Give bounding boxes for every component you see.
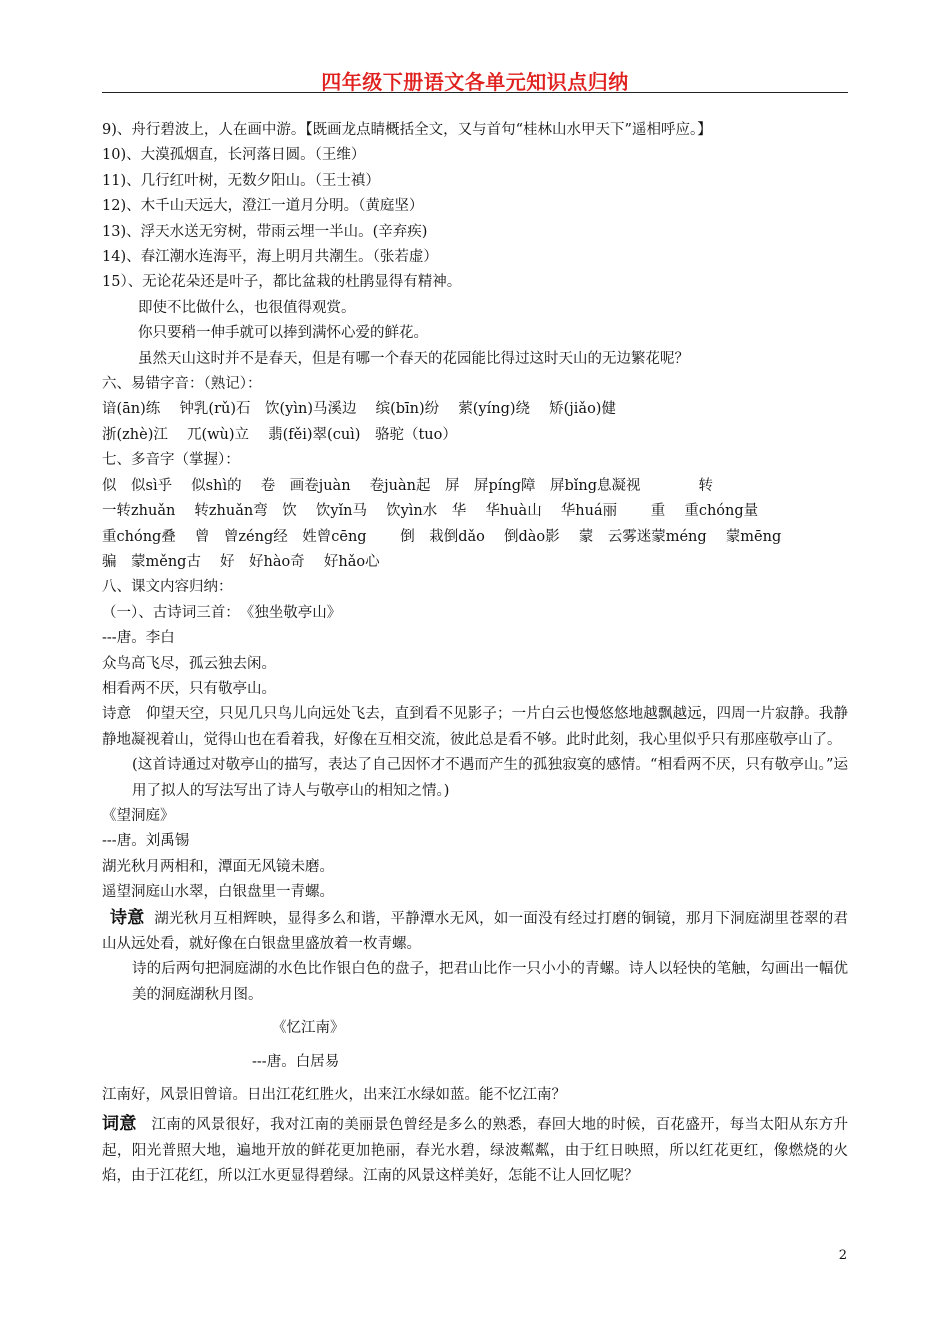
sentence-line: 你只要稍一伸手就可以捧到满怀心爱的鲜花。 xyxy=(138,325,428,342)
pronunciation-line: 谙(ān)练 钟乳(rǔ)石 饮(yìn)马溪边 缤(bīn)纷 萦(yíng)绕 矫(jiǎo)健 xyxy=(102,401,616,418)
poem-author: ---唐。白居易 xyxy=(252,1053,340,1070)
poem-verse: 湖光秋月两相和，潭面无风镜未磨。 xyxy=(102,858,334,875)
poem-line-14: 14)、春江潮水连海平，海上明月共潮生。（张若虚） xyxy=(102,249,438,266)
poem-title-jingting: （一）、古诗词三首： 《独坐敬亭山》 xyxy=(102,604,342,621)
section-heading-polyphone: 七、多音字（掌握）： xyxy=(102,452,240,469)
poem-line-12: 12)、木千山天远大，澄江一道月分明。（黄庭坚） xyxy=(102,198,424,215)
poem-meaning-paragraph: 诗意 仰望天空，只见几只鸟儿向远处飞去，直到看不见影子；一片白云也慢悠悠地越飘越远，四周一片寂静。我静静地凝视着山，觉得山也在看着我，好像在互相交流，彼此总是看不够。此时此刻，我心里似乎只有那座敬亭山了。 xyxy=(102,706,848,748)
page-number: 2 xyxy=(838,1248,847,1263)
page-title: 四年级下册语文各单元知识点归纳 xyxy=(321,70,629,94)
poem-verse: 江南好，风景旧曾谙。日出江花红胜火，出来江水绿如蓝。能不忆江南？ xyxy=(102,1087,566,1104)
poem-title-dongting: 《望洞庭》 xyxy=(102,807,175,824)
poem-title-jiangnan: 《忆江南》 xyxy=(272,1020,345,1037)
sentence-line: 虽然天山这时并不是春天，但是有哪一个春天的花园能比得过这时天山的无边繁花呢？ xyxy=(138,350,689,367)
poem-verse: 相看两不厌，只有敬亭山。 xyxy=(102,680,276,697)
polyphone-line: 似 似sì乎 似shì的 卷 画卷juàn 卷juàn起 屏 屏píng障 屏bǐng息凝视 转 xyxy=(102,477,714,494)
poem-analysis-paragraph: (这首诗通过对敬亭山的描写，表达了自己因怀才不遇而产生的孤独寂寞的感情。“相看两不厌，只有敬亭山。”运用了拟人的写法写出了诗人与敬亭山的相知之情。) xyxy=(132,757,848,799)
meaning-label: 诗意 xyxy=(110,907,145,928)
poem-analysis-paragraph: 诗的后两句把洞庭湖的水色比作银白色的盘子，把君山比作一只小小的青螺。诗人以轻快的笔触，勾画出一幅优美的洞庭湖秋月图。 xyxy=(132,961,848,1003)
pronunciation-line: 浙(zhè)江 兀(wù)立 翡(fěi)翠(cuì) 骆驼（tuo） xyxy=(102,426,457,443)
meaning-text: 湖光秋月互相辉映，显得多么和谐，平静潭水无风，如一面没有经过打磨的铜镜，那月下洞庭湖里苍翠的君山从远处看，就好像在白银盘里盛放着一枚青螺。 xyxy=(102,910,848,952)
poem-verse: 众鸟高飞尽，孤云独去闲。 xyxy=(102,655,276,672)
sentence-line-15: 15）、无论花朵还是叶子，都比盆栽的杜鹃显得有精神。 xyxy=(102,274,462,291)
polyphone-line: 一转zhuǎn 转zhuǎn弯 饮 饮yǐn马 饮yìn水 华 华huà山 华huá丽 重 重chóng量 xyxy=(102,503,759,520)
poem-line-11: 11)、几行红叶树，无数夕阳山。（王士禛） xyxy=(102,172,380,189)
polyphone-line: 骗 蒙měng古 好 好hào奇 好hǎo心 xyxy=(102,553,380,570)
poem-author: ---唐。刘禹锡 xyxy=(102,833,190,850)
ci-meaning-text: 江南的风景很好，我对江南的美丽景色曾经是多么的熟悉，春回大地的时候，百花盛开，每当太阳从东方升起，阳光普照大地，遍地开放的鲜花更加艳丽，春光水碧，绿波粼粼，由于红日映照，所以红花更红，像燃烧的火焰，由于江花红，所以江水更显得碧绿。江南的风景这样美好，怎能不让人回忆呢？ xyxy=(102,1117,849,1185)
poem-meaning-paragraph xyxy=(102,906,848,958)
ci-meaning-paragraph xyxy=(102,1112,848,1189)
ci-meaning-label: 词意 xyxy=(102,1114,137,1135)
poem-verse: 遥望洞庭山水翠，白银盘里一青螺。 xyxy=(102,884,334,901)
section-heading-pronunciation: 六、易错字音：（熟记）： xyxy=(102,376,262,393)
poem-line-9: 9)、舟行碧波上，人在画中游。【既画龙点睛概括全文，又与首句“桂林山水甲天下”遥相呼应。】 xyxy=(102,122,712,138)
polyphone-line: 重chóng叠 曾 曾zéng经 姓曾cēng 倒 栽倒dǎo 倒dào影 蒙 云雾迷蒙méng 蒙mēng xyxy=(102,528,782,545)
header-divider xyxy=(102,92,848,93)
poem-line-13: 13)、浮天水送无穷树，带雨云埋一半山。(辛弃疾) xyxy=(102,223,428,240)
section-heading-summary: 八、课文内容归纳： xyxy=(102,579,233,596)
sentence-line: 即使不比做什么，也很值得观赏。 xyxy=(138,299,356,316)
poem-line-10: 10)、大漠孤烟直，长河落日圆。（王维） xyxy=(102,147,366,164)
document-body xyxy=(102,118,848,1190)
poem-author: ---唐。李白 xyxy=(102,630,175,647)
